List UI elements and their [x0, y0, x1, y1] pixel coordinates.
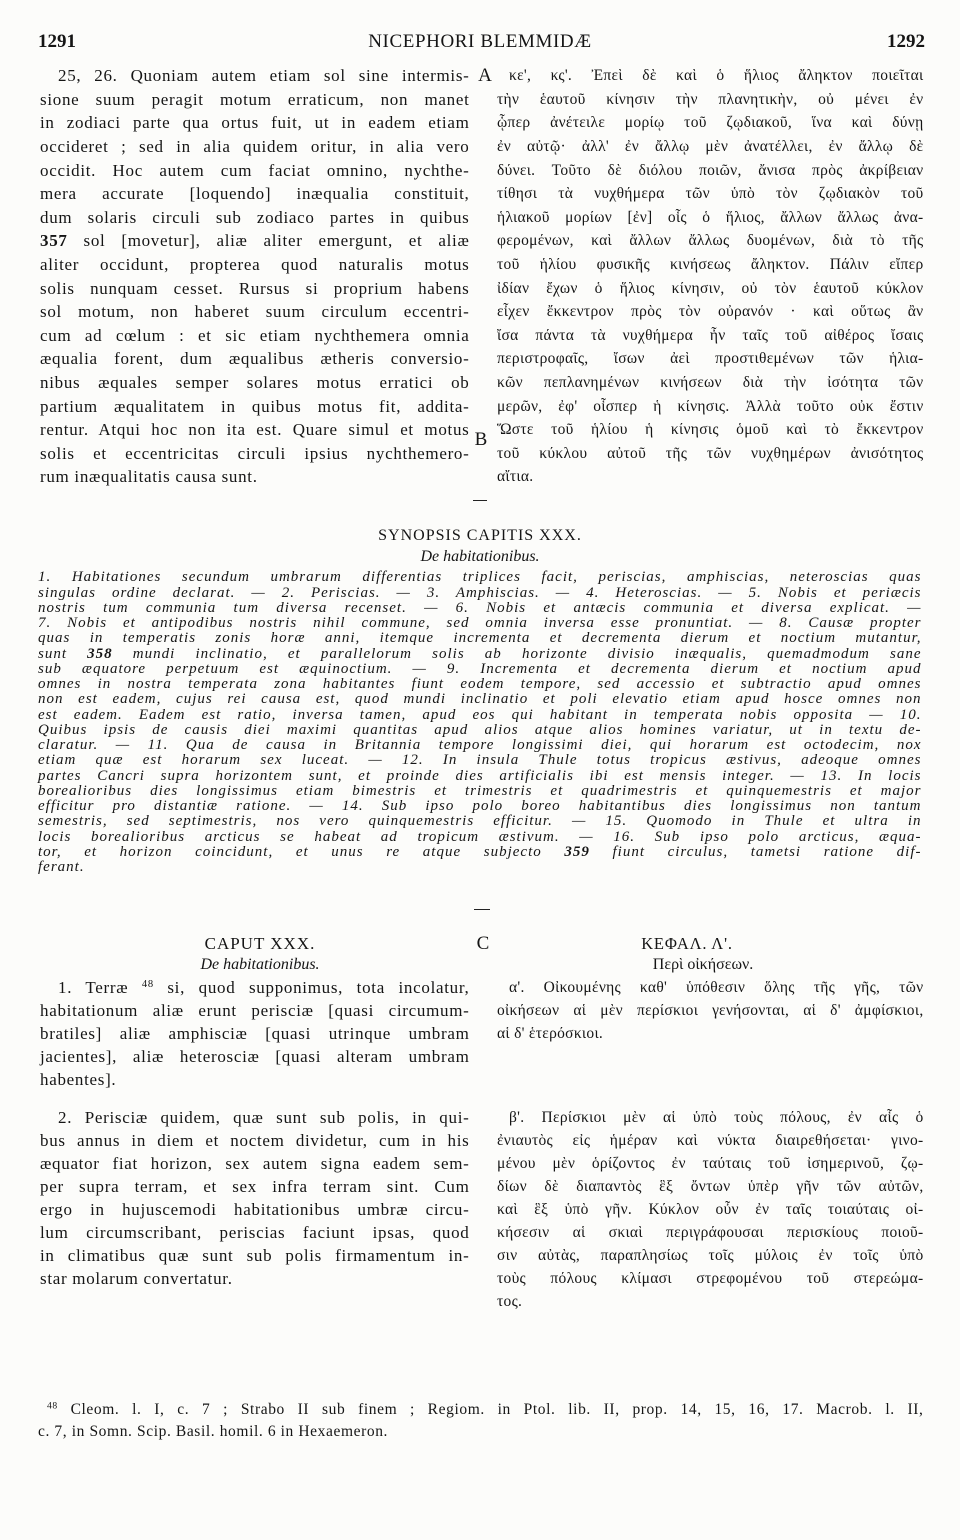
text-line — [497, 1267, 924, 1290]
text-line — [497, 418, 924, 442]
text-line — [497, 229, 924, 253]
line-text: αἱ δ' ἑτερόσκιοι. — [497, 1024, 604, 1042]
paragraph — [497, 976, 924, 1045]
line-text: 1. Habitationes secundum umbrarum differentias triplices facit, periscias, amphiscias, neteroscias quas — [38, 569, 922, 586]
text-line — [38, 784, 922, 799]
text-line — [38, 738, 922, 753]
text-line — [40, 1175, 470, 1198]
line-text: ᾧπερ ἀνέτειλε μορίῳ τοῦ ζῳδιακοῦ, ἵνα καὶ δύνῃ — [497, 114, 924, 132]
text-run: mundi inclinatio, et parallelorum solis ab horizonte divisio inæqualis, quemadmodum sane — [112, 645, 922, 662]
column-number-left: 1291 — [38, 31, 76, 52]
text-line — [40, 324, 470, 348]
line-text: κήσεσιν αἱ σκιαὶ περιγράφουσαι περισκίους ποιοῦ- — [497, 1223, 924, 1241]
text-line — [497, 206, 924, 230]
line-text: Ὥστε τοῦ ἡλίου ἡ κίνησις ὁμοῦ καὶ τὸ ἔκκεντρον — [497, 421, 924, 439]
line-text: ergo in hujuscemodi habitationibus umbræ circu- — [40, 1199, 470, 1219]
text-line — [38, 647, 922, 662]
line-text: ferant. — [38, 859, 85, 876]
line-text: περιστροφαῖς, ἴσων ἀεὶ προστιθεμένων τῶν ἡλια- — [497, 350, 924, 368]
line-text: ἐν αὐτῷ· ἀλλ' ἐν ἄλλῳ μὲν ἀνατέλλει, ἐν ἄλλῳ δὲ — [497, 137, 924, 155]
line-text: occidit. Hoc autem cum faciat omnino, nychthe- — [40, 160, 470, 180]
line-text: omnes in nostra temperata zona habitantes fiunt eodem tempore, sed accessio et subtractio apud omnes — [38, 676, 922, 693]
paragraph — [40, 976, 470, 1091]
line-text — [40, 231, 470, 250]
line-text: δύνει. Τοῦτο δὲ διόλου ποιῶν, ἄνισα πρὸς ἀκρίβειαν — [497, 161, 924, 179]
chapter-title-latin: CAPUT XXX. — [204, 934, 316, 953]
line-text: τοὺς πόλους κλίμασι στρεφομένου τοῦ στερεώμα- — [497, 1269, 924, 1287]
text-line — [38, 830, 922, 845]
greek-text-column — [497, 64, 924, 489]
text-run: si, quod supponimus, tota incolatur, — [153, 977, 470, 997]
line-text: semestris, sed septimestris, nos vero quinquemestris efficitur. — 15. Quomodo in Thule et ultra in — [38, 813, 922, 830]
line-text: borealioribus dies longissimus etiam bimestris et trimestris et quadrimestris et quinquemestris et major — [38, 782, 922, 799]
line-text: partium æqualitatem in quibus motus fit, addita- — [40, 396, 470, 416]
line-text: τὴν ἑαυτοῦ κίνησιν τὴν πλανητικὴν, οὐ μένει ἐν — [497, 90, 924, 108]
chapter-greek-text — [497, 976, 924, 1316]
text-run: tor, et horizon coincidunt, et unus re atque subjecto — [38, 843, 565, 860]
divider — [474, 909, 490, 910]
line-text: 2. Perisciæ quidem, quæ sunt sub polis, in qui- — [58, 1107, 470, 1127]
line-text: rentur. Atqui hoc non ita est. Quare simul et motus — [40, 420, 470, 440]
line-text: locis borealioribus arcticus se habeat ad tropicum æstivum. — 16. Sub ipso polo arcticus, æqua- — [38, 828, 922, 845]
text-line — [497, 1221, 924, 1244]
line-text: in climatibus quæ sunt sub polis firmamentum in- — [40, 1245, 470, 1265]
margin-letter-a: A — [478, 65, 492, 86]
footnote-ref: 48 — [141, 978, 154, 990]
line-text — [47, 1401, 924, 1418]
line-text: αἴτια. — [497, 468, 534, 486]
line-text: mera accurate [loquendo] inæqualia constituit, — [40, 184, 470, 204]
text-line — [38, 723, 922, 738]
paragraph — [38, 1399, 924, 1443]
text-line — [38, 692, 922, 707]
footnote — [38, 1399, 924, 1443]
line-text: κῶν πεπλανημένων κινήσεων διὰ τὴν ἰσότητα τῶν — [497, 373, 924, 391]
line-text: τίθησι τὰ νυχθήμερα τῶν ὑπὸ τὸν ζῳδιακὸν τοῦ — [497, 185, 924, 203]
text-line — [40, 159, 470, 183]
line-text: nostris tum communia tum diversa recenset. — 6. Nobis et antæcis communia et diversa explicat. — — [38, 599, 922, 616]
line-text: bratiles] aliæ amphisciæ [quasi utrinque umbram — [40, 1023, 470, 1043]
line-text: τοῦ ἡλίου φυσικῆς κινήσεως ἄληκτον. Πάλιν εἴπερ — [497, 255, 924, 273]
line-text: Quibus ipsis de causis diei maximi quantitas apud alios atque alios homines variatur, ut in textu de- — [38, 721, 922, 738]
line-text: ἐνιαυτὸς εἰς ἡμέραν καὶ νύκτα διαιρεθήσεται· γινο- — [497, 1131, 924, 1149]
text-line — [40, 347, 470, 371]
text-line — [38, 1399, 924, 1421]
text-line — [38, 845, 922, 860]
line-text: solis et eccentricitas circuli ipsius nychthemero- — [40, 443, 470, 463]
text-line — [38, 631, 922, 646]
text-line — [40, 88, 470, 112]
text-line — [40, 371, 470, 395]
text-line — [38, 570, 922, 585]
text-line — [497, 159, 924, 183]
paragraph — [40, 64, 470, 489]
text-run: 1. Terræ — [58, 977, 142, 997]
text-line — [40, 182, 470, 206]
text-line — [40, 1068, 470, 1091]
text-line — [38, 753, 922, 768]
text-line — [40, 1106, 470, 1129]
line-text: κε', κς'. Ἐπεὶ δὲ καὶ ὁ ἥλιος ἄληκτον ποιεῖται — [509, 67, 924, 85]
line-text: aliter occidunt, propterea quod naturalis motus — [40, 254, 470, 274]
line-text: partes Cancri supra horizontem sunt, et proinde dies artificialis ibi est mensis integer. — 13. In locis — [38, 767, 922, 784]
line-text: lum circumscribant, periscias faciunt ipsas, quod — [40, 1222, 470, 1242]
line-text: æqualia forent, dum æqualibus ætheris conversio- — [40, 349, 470, 369]
text-line — [40, 1152, 470, 1175]
line-text: rum inæqualitatis causa sunt. — [40, 467, 258, 487]
text-line — [38, 860, 922, 875]
line-text: star molarum convertatur. — [40, 1268, 233, 1288]
line-text: ἡλιακοῦ μορίων [ἐν] οἷς ὁ ἥλιος, ἄλλων ἄλλως ἀνα- — [497, 208, 924, 226]
text-line — [40, 206, 470, 230]
column-marker: 358 — [87, 645, 113, 662]
line-text: solis nunquam cesset. Rursus si proprium habens — [40, 278, 470, 298]
text-line — [497, 135, 924, 159]
text-line — [40, 976, 470, 999]
text-line — [38, 814, 922, 829]
text-line — [497, 465, 924, 489]
text-line — [497, 111, 924, 135]
text-line — [40, 277, 470, 301]
text-line — [497, 300, 924, 324]
line-text: nibus æquales semper solares motus erratici ob — [40, 372, 470, 392]
text-line — [497, 999, 924, 1022]
line-text: in zodiaci parte qua ortus fuit, ut in eadem etiam — [40, 113, 470, 133]
line-text: habentes]. — [40, 1069, 117, 1089]
text-line — [40, 395, 470, 419]
line-text: εἶχεν ἔκκεντρον πρὸς τὸν οὐρανόν · καὶ οὕτως ἂν — [497, 303, 924, 321]
text-line — [497, 1244, 924, 1267]
text-line — [40, 999, 470, 1022]
line-text: α'. Οἰκουμένης καθ' ὑπόθεσιν ὅλης τῆς γῆς, τῶν — [509, 978, 924, 996]
text-line — [40, 111, 470, 135]
line-text: bus annus in diem et noctem dividetur, cum in his — [40, 1130, 470, 1150]
line-text: non est eadem, cujus rei causa est, quod mundi inclinatio et poli elevatio etiam apud hosce omnes non — [38, 691, 922, 708]
text-line — [38, 616, 922, 631]
text-line — [40, 300, 470, 324]
text-line — [497, 347, 924, 371]
paragraph — [497, 1106, 924, 1313]
text-run: sol [movetur], aliæ aliter emergunt, et aliæ — [67, 231, 470, 251]
text-line — [40, 64, 470, 88]
text-line — [40, 418, 470, 442]
text-line — [40, 253, 470, 277]
line-text: τοῦ κύκλου αὐτοῦ τῆς τῶν νυχθημέρων ἀνισότητος — [497, 444, 924, 462]
line-text: μερῶν, ἐφ' οἷσπερ ἡ κίνησις. Ἀλλὰ τοῦτο οὐκ ἔστιν — [497, 397, 924, 415]
line-text: σιν αὐτὰς, παραπλησίως τοῖς μύλοις ἐν τοῖς ὑπὸ — [497, 1246, 924, 1264]
text-line — [497, 64, 924, 88]
latin-text-column — [40, 64, 470, 489]
text-line — [38, 586, 922, 601]
text-line — [497, 1198, 924, 1221]
text-line — [497, 1022, 924, 1045]
text-line — [38, 708, 922, 723]
line-text: καὶ ἓξ ὑπὸ γῆν. Κύκλον οὖν ἐν ταῖς τοιαύταις οἰ- — [497, 1200, 924, 1218]
line-text: etiam quæ est horarum sex luceat. — 12. In insula Thule totus tropicus æstivus, adeoque omnes — [38, 752, 922, 769]
text-line — [40, 1267, 470, 1290]
text-line — [40, 1129, 470, 1152]
divider — [473, 500, 487, 501]
line-text: 25, 26. Quoniam autem etiam sol sine intermis- — [58, 66, 470, 86]
line-text: quas in temperatis zonis horæ anni, itemque incrementa et decrementa dierum et noctium mutantur, — [38, 630, 922, 647]
chapter-latin-text — [40, 976, 470, 1296]
line-text: sub æquatore perpetuum est æquinoctium. — 9. Incrementa et decrementa dierum et noctium apud — [38, 660, 922, 677]
text-line — [38, 799, 922, 814]
line-text: efficitur pro distantiæ ratione. — 14. Sub ipso polo boreo habitantibus dies longissimus non tantum — [38, 798, 922, 815]
text-line — [497, 1290, 924, 1313]
column-marker: 357 — [40, 231, 68, 251]
margin-letter-b: B — [474, 429, 488, 450]
line-text: dum solaris circuli sub zodiaco partes in quibus — [40, 207, 470, 227]
text-line — [40, 465, 470, 489]
text-line — [497, 1152, 924, 1175]
text-line — [40, 1045, 470, 1068]
line-text: ἰδίαν ἔχων ὁ ἥλιος κίνησιν, οὐ τὸν ἑαυτοῦ κύκλον — [497, 279, 924, 297]
chapter-subtitle-greek: Περὶ οἰκήσεων. — [652, 956, 754, 973]
text-run: fiunt circulus, tametsi ratione dif- — [589, 843, 922, 860]
line-text: est eadem. Eadem est ratio, inversa tamen, apud eos qui habitant in temperata nobis opposita — 10. — [38, 706, 922, 723]
text-line — [40, 1022, 470, 1045]
text-line — [497, 371, 924, 395]
text-line — [497, 442, 924, 466]
line-text — [58, 978, 470, 997]
line-text: δίων δὲ διαπαντὸς ἓξ ὄντων ὑπὲρ γῆν τῶν αὐτῶν, — [497, 1177, 924, 1195]
text-line — [497, 88, 924, 112]
text-line — [497, 1175, 924, 1198]
line-text: claratur. — 11. Qua de causa in Britannia tempore longissimi diei, qui horarum est octodecim, nox — [38, 737, 922, 754]
column-marker: 359 — [564, 843, 590, 860]
line-text: singulas ordine declarat. — 2. Periscias. — 3. Amphiscias. — 4. Heteroscias. — 5. Nobis et periæcis — [38, 584, 922, 601]
line-text — [38, 646, 921, 662]
line-text: cum ad cœlum : et sic etiam nychthemera omnia — [40, 325, 470, 345]
line-text — [38, 844, 922, 860]
line-text: 7. Nobis et antipodibus nostris nihil commune, sed omnia inversa esse pronuntiat. — 8. Causæ propter — [38, 615, 922, 632]
text-line — [38, 601, 922, 616]
synopsis-text — [38, 570, 922, 875]
line-text: μένου μὲν ὁρίζοντος ἐν ταύταις τοῦ ἰσημερινοῦ, ζῳ- — [497, 1154, 924, 1172]
column-number-right: 1292 — [887, 31, 925, 52]
text-line — [40, 442, 470, 466]
paragraph — [40, 1106, 470, 1290]
line-text: τος. — [497, 1292, 523, 1310]
line-text: per supra terram, et sex infra terram sint. Cum — [40, 1176, 470, 1196]
text-line — [40, 1198, 470, 1221]
text-line — [497, 253, 924, 277]
line-text: habitationum aliæ erunt perisciæ [quasi circumum- — [40, 1000, 470, 1020]
line-text: οἰκήσεων αἱ μὲν περίσκιοι γενήσονται, αἱ δ' ἀμφίσκιοι, — [497, 1001, 924, 1019]
margin-letter-c: C — [476, 933, 490, 954]
footnote-ref: 48 — [47, 1400, 58, 1412]
line-text: sol motum, non haberet suum circulum eccentri- — [40, 302, 470, 322]
text-line — [40, 1244, 470, 1267]
text-line — [38, 662, 922, 677]
text-line — [38, 1421, 924, 1443]
line-text: φερομένων, καὶ ἄλλων ἄλλως δυομένων, διὰ τὸ τῆς — [497, 232, 924, 250]
paragraph — [38, 570, 922, 875]
text-line — [497, 395, 924, 419]
text-line — [497, 976, 924, 999]
line-text: jacientes], aliæ heterosciæ [quasi alteram umbram — [40, 1046, 470, 1066]
running-title: NICEPHORI BLEMMIDÆ — [368, 31, 592, 52]
text-line — [497, 324, 924, 348]
line-text: β'. Περίσκιοι μὲν αἱ ὑπὸ τοὺς πόλους, ἐν αἷς ὁ — [509, 1108, 924, 1126]
text-line — [40, 1221, 470, 1244]
synopsis-title: SYNOPSIS CAPITIS XXX. — [378, 527, 582, 544]
text-run: sunt — [38, 645, 88, 662]
text-line — [497, 277, 924, 301]
line-text: æquator fiat horizon, sex autem signa eadem sem- — [40, 1153, 470, 1173]
text-line — [40, 229, 470, 253]
text-line — [497, 1129, 924, 1152]
line-text: sione suum peragit motum erraticum, non manet — [40, 89, 470, 109]
text-line — [497, 182, 924, 206]
line-text: ἴσα πάντα τὰ νυχθήμερα ἦν ταῖς τοῦ αἰθέρος ἴσαις — [497, 326, 924, 344]
text-line — [497, 1106, 924, 1129]
text-line — [38, 769, 922, 784]
line-text: c. 7, in Somn. Scip. Basil. homil. 6 in Hexaemeron. — [38, 1423, 389, 1440]
text-run: Cleom. l. I, c. 7 ; Strabo II sub finem ; Regiom. in Ptol. lib. II, prop. 14, 15, 16, 17. Macrob. l. II, — [57, 1401, 924, 1418]
text-line — [40, 135, 470, 159]
paragraph — [497, 64, 924, 489]
synopsis-subtitle: De habitationibus. — [420, 548, 540, 565]
text-line — [38, 677, 922, 692]
line-text: occideret ; sed in alia quidem oritur, in alia vero — [40, 136, 470, 156]
chapter-subtitle-latin: De habitationibus. — [200, 956, 320, 973]
chapter-title-greek: ΚΕΦΑΛ. Λ'. — [641, 934, 733, 953]
